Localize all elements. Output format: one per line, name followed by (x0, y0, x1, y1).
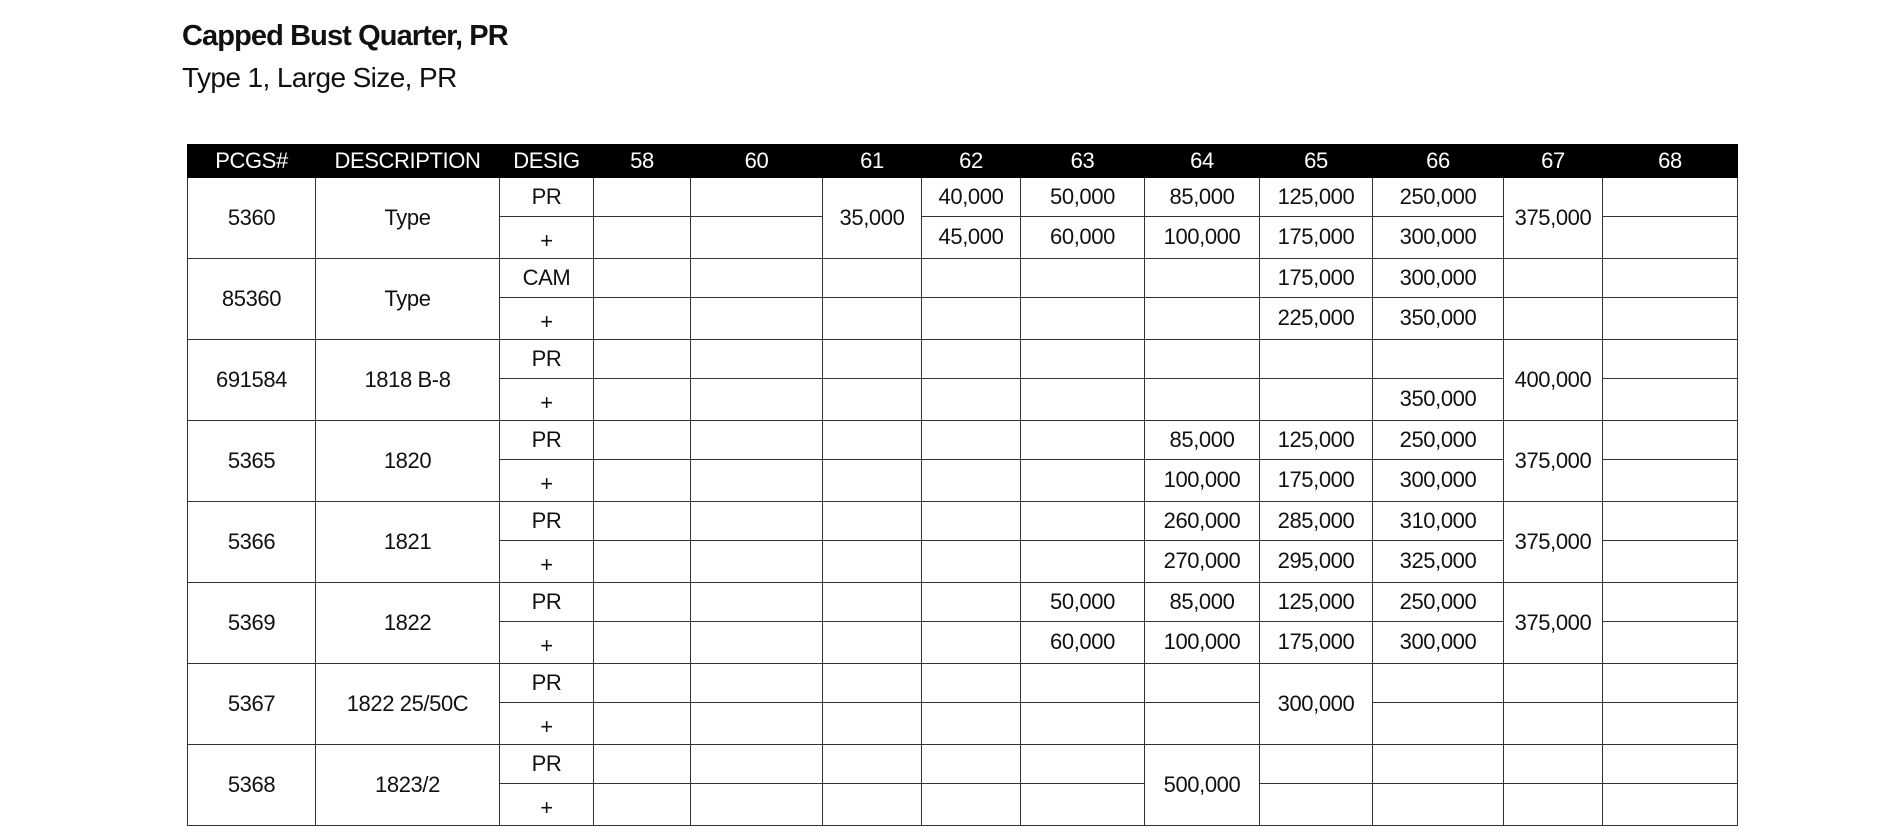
table-row (188, 340, 1738, 379)
price-cell-grade-63 (1021, 421, 1145, 460)
price-plus-cell-grade-65: 295,000 (1260, 540, 1373, 583)
price-cell-grade-58 (594, 421, 691, 460)
price-cell-grade-58 (594, 259, 691, 298)
price-cell-grade-65: 125,000 (1260, 421, 1373, 460)
price-plus-cell-grade-65: 225,000 (1260, 297, 1373, 340)
price-plus-cell-grade-62 (922, 459, 1021, 502)
price-cell-grade-60 (691, 340, 823, 379)
price-plus-cell-grade-68 (1603, 621, 1738, 664)
price-plus-cell-grade-63 (1021, 459, 1145, 502)
desig-plus-cell: + (500, 459, 594, 502)
price-plus-cell-grade-58 (594, 621, 691, 664)
pcgs-number-cell: 5366 (188, 502, 316, 583)
desig-cell: PR (500, 664, 594, 703)
desig-cell: PR (500, 421, 594, 460)
price-plus-cell-grade-66: 350,000 (1373, 378, 1504, 421)
table-row (188, 745, 1738, 784)
price-plus-cell-grade-63 (1021, 702, 1145, 745)
price-plus-cell-grade-61 (823, 621, 922, 664)
price-cell-grade-68 (1603, 421, 1738, 460)
price-plus-cell-grade-63: 60,000 (1021, 216, 1145, 259)
price-plus-cell-grade-63: 60,000 (1021, 621, 1145, 664)
price-plus-cell-grade-58 (594, 459, 691, 502)
price-plus-cell-grade-60 (691, 621, 823, 664)
price-plus-cell-grade-66 (1373, 783, 1504, 826)
price-cell-grade-65 (1260, 745, 1373, 784)
description-cell: 1823/2 (316, 745, 500, 826)
desig-cell: CAM (500, 259, 594, 298)
price-plus-cell-grade-60 (691, 297, 823, 340)
price-cell-grade-67: 375,000 (1504, 421, 1603, 502)
price-plus-cell-grade-58 (594, 702, 691, 745)
price-cell-grade-58 (594, 178, 691, 217)
price-plus-cell-grade-60 (691, 459, 823, 502)
price-cell-grade-61 (823, 340, 922, 379)
price-plus-cell-grade-67 (1504, 783, 1603, 826)
price-cell-grade-68 (1603, 259, 1738, 298)
price-plus-cell-grade-60 (691, 378, 823, 421)
price-plus-cell-grade-61 (823, 459, 922, 502)
price-cell-grade-65 (1260, 340, 1373, 379)
price-cell-grade-67: 375,000 (1504, 178, 1603, 259)
table-row (188, 178, 1738, 217)
price-cell-grade-68 (1603, 583, 1738, 622)
price-cell-grade-68 (1603, 664, 1738, 703)
desig-cell: PR (500, 502, 594, 541)
price-cell-grade-62 (922, 745, 1021, 784)
column-header-58: 58 (594, 145, 691, 178)
price-plus-cell-grade-65 (1260, 783, 1373, 826)
price-plus-cell-grade-61 (823, 783, 922, 826)
price-cell-grade-62 (922, 259, 1021, 298)
price-plus-cell-grade-62 (922, 540, 1021, 583)
price-plus-cell-grade-58 (594, 540, 691, 583)
desig-plus-cell: + (500, 702, 594, 745)
price-cell-grade-66: 250,000 (1373, 421, 1504, 460)
description-cell: 1821 (316, 502, 500, 583)
table-row (188, 583, 1738, 622)
column-header-pcgs-: PCGS# (188, 145, 316, 178)
column-header-description: DESCRIPTION (316, 145, 500, 178)
price-cell-grade-60 (691, 178, 823, 217)
table-row (188, 664, 1738, 703)
table-row (188, 502, 1738, 541)
price-cell-grade-61 (823, 259, 922, 298)
desig-cell: PR (500, 583, 594, 622)
price-cell-grade-66: 310,000 (1373, 502, 1504, 541)
price-cell-grade-61 (823, 664, 922, 703)
price-cell-grade-63 (1021, 745, 1145, 784)
price-plus-cell-grade-61 (823, 540, 922, 583)
price-plus-cell-grade-68 (1603, 378, 1738, 421)
page-subtitle: Type 1, Large Size, PR (182, 62, 457, 93)
price-cell-grade-68 (1603, 340, 1738, 379)
price-plus-cell-grade-62 (922, 702, 1021, 745)
price-cell-grade-64: 85,000 (1145, 421, 1260, 460)
price-plus-cell-grade-61 (823, 297, 922, 340)
price-cell-grade-61 (823, 745, 922, 784)
price-plus-cell-grade-66: 325,000 (1373, 540, 1504, 583)
price-cell-grade-65: 125,000 (1260, 178, 1373, 217)
price-plus-cell-grade-64: 100,000 (1145, 621, 1260, 664)
price-cell-grade-66 (1373, 745, 1504, 784)
price-cell-grade-64 (1145, 340, 1260, 379)
table-row (188, 421, 1738, 460)
column-header-61: 61 (823, 145, 922, 178)
price-cell-grade-68 (1603, 502, 1738, 541)
column-header-68: 68 (1603, 145, 1738, 178)
column-header-63: 63 (1021, 145, 1145, 178)
price-plus-cell-grade-66: 300,000 (1373, 621, 1504, 664)
price-plus-cell-grade-62: 45,000 (922, 216, 1021, 259)
price-cell-grade-63 (1021, 502, 1145, 541)
price-cell-grade-61 (823, 421, 922, 460)
price-plus-cell-grade-68 (1603, 297, 1738, 340)
price-cell-grade-60 (691, 664, 823, 703)
description-cell: 1818 B-8 (316, 340, 500, 421)
column-header-62: 62 (922, 145, 1021, 178)
description-cell: Type (316, 259, 500, 340)
price-plus-cell-grade-64 (1145, 702, 1260, 745)
price-cell-grade-58 (594, 664, 691, 703)
price-cell-grade-62 (922, 502, 1021, 541)
price-plus-cell-grade-63 (1021, 378, 1145, 421)
price-cell-grade-65: 125,000 (1260, 583, 1373, 622)
column-header-desig: DESIG (500, 145, 594, 178)
price-cell-grade-58 (594, 340, 691, 379)
price-plus-cell-grade-65: 175,000 (1260, 621, 1373, 664)
price-cell-grade-66: 250,000 (1373, 178, 1504, 217)
price-cell-grade-67 (1504, 745, 1603, 784)
pcgs-number-cell: 691584 (188, 340, 316, 421)
price-plus-cell-grade-60 (691, 783, 823, 826)
column-header-65: 65 (1260, 145, 1373, 178)
desig-plus-cell: + (500, 216, 594, 259)
price-plus-cell-grade-68 (1603, 540, 1738, 583)
column-header-66: 66 (1373, 145, 1504, 178)
pcgs-number-cell: 5360 (188, 178, 316, 259)
price-plus-cell-grade-67 (1504, 702, 1603, 745)
price-plus-cell-grade-62 (922, 783, 1021, 826)
table-row (188, 259, 1738, 298)
pcgs-number-cell: 5368 (188, 745, 316, 826)
price-plus-cell-grade-63 (1021, 297, 1145, 340)
price-cell-grade-63: 50,000 (1021, 178, 1145, 217)
price-cell-grade-66 (1373, 664, 1504, 703)
price-plus-cell-grade-61 (823, 378, 922, 421)
pcgs-number-cell: 5369 (188, 583, 316, 664)
price-cell-grade-58 (594, 502, 691, 541)
price-plus-cell-grade-61 (823, 702, 922, 745)
price-plus-cell-grade-62 (922, 378, 1021, 421)
price-plus-cell-grade-68 (1603, 459, 1738, 502)
price-cell-grade-63 (1021, 259, 1145, 298)
price-cell-grade-66 (1373, 340, 1504, 379)
price-plus-cell-grade-58 (594, 783, 691, 826)
desig-plus-cell: + (500, 378, 594, 421)
price-cell-grade-62 (922, 664, 1021, 703)
price-plus-cell-grade-65: 175,000 (1260, 459, 1373, 502)
desig-cell: PR (500, 745, 594, 784)
price-plus-cell-grade-66 (1373, 702, 1504, 745)
description-cell: 1822 (316, 583, 500, 664)
price-plus-cell-grade-58 (594, 378, 691, 421)
pcgs-number-cell: 5365 (188, 421, 316, 502)
column-header-64: 64 (1145, 145, 1260, 178)
price-plus-cell-grade-60 (691, 540, 823, 583)
price-plus-cell-grade-60 (691, 702, 823, 745)
column-header-60: 60 (691, 145, 823, 178)
price-cell-grade-63 (1021, 664, 1145, 703)
price-plus-cell-grade-68 (1603, 702, 1738, 745)
description-cell: 1820 (316, 421, 500, 502)
price-cell-grade-62 (922, 583, 1021, 622)
price-plus-cell-grade-62 (922, 621, 1021, 664)
price-cell-grade-64: 85,000 (1145, 583, 1260, 622)
price-cell-grade-66: 250,000 (1373, 583, 1504, 622)
price-cell-grade-64: 85,000 (1145, 178, 1260, 217)
price-cell-grade-68 (1603, 178, 1738, 217)
price-plus-cell-grade-66: 300,000 (1373, 216, 1504, 259)
price-plus-cell-grade-66: 300,000 (1373, 459, 1504, 502)
price-plus-cell-grade-64 (1145, 378, 1260, 421)
price-cell-grade-61 (823, 583, 922, 622)
price-plus-cell-grade-58 (594, 216, 691, 259)
price-cell-grade-65: 285,000 (1260, 502, 1373, 541)
price-plus-cell-grade-62 (922, 297, 1021, 340)
column-header-67: 67 (1504, 145, 1603, 178)
price-plus-cell-grade-66: 350,000 (1373, 297, 1504, 340)
pcgs-number-cell: 85360 (188, 259, 316, 340)
price-plus-cell-grade-64: 100,000 (1145, 459, 1260, 502)
price-cell-grade-60 (691, 259, 823, 298)
desig-cell: PR (500, 178, 594, 217)
pcgs-number-cell: 5367 (188, 664, 316, 745)
price-cell-grade-62: 40,000 (922, 178, 1021, 217)
price-cell-grade-63: 50,000 (1021, 583, 1145, 622)
desig-plus-cell: + (500, 297, 594, 340)
price-plus-cell-grade-67 (1504, 297, 1603, 340)
price-cell-grade-66: 300,000 (1373, 259, 1504, 298)
desig-plus-cell: + (500, 540, 594, 583)
price-cell-grade-62 (922, 340, 1021, 379)
desig-plus-cell: + (500, 783, 594, 826)
price-cell-grade-65: 300,000 (1260, 664, 1373, 745)
price-cell-grade-60 (691, 421, 823, 460)
price-cell-grade-58 (594, 583, 691, 622)
desig-plus-cell: + (500, 621, 594, 664)
price-cell-grade-64: 260,000 (1145, 502, 1260, 541)
page-title: Capped Bust Quarter, PR (182, 20, 508, 52)
price-plus-cell-grade-65: 175,000 (1260, 216, 1373, 259)
price-cell-grade-60 (691, 745, 823, 784)
price-plus-cell-grade-68 (1603, 216, 1738, 259)
price-cell-grade-63 (1021, 340, 1145, 379)
price-cell-grade-64 (1145, 259, 1260, 298)
price-cell-grade-60 (691, 583, 823, 622)
price-cell-grade-67 (1504, 664, 1603, 703)
price-plus-cell-grade-63 (1021, 783, 1145, 826)
desig-cell: PR (500, 340, 594, 379)
price-cell-grade-67: 375,000 (1504, 583, 1603, 664)
price-cell-grade-64 (1145, 664, 1260, 703)
price-plus-cell-grade-64 (1145, 297, 1260, 340)
price-plus-cell-grade-68 (1603, 783, 1738, 826)
price-cell-grade-67: 400,000 (1504, 340, 1603, 421)
price-plus-cell-grade-65 (1260, 378, 1373, 421)
price-cell-grade-61: 35,000 (823, 178, 922, 259)
price-cell-grade-60 (691, 502, 823, 541)
table-header-row (188, 145, 1738, 178)
price-cell-grade-65: 175,000 (1260, 259, 1373, 298)
price-cell-grade-58 (594, 745, 691, 784)
price-cell-grade-67 (1504, 259, 1603, 298)
price-plus-cell-grade-64: 270,000 (1145, 540, 1260, 583)
price-cell-grade-67: 375,000 (1504, 502, 1603, 583)
price-plus-cell-grade-58 (594, 297, 691, 340)
price-cell-grade-61 (823, 502, 922, 541)
price-plus-cell-grade-60 (691, 216, 823, 259)
description-cell: 1822 25/50C (316, 664, 500, 745)
price-plus-cell-grade-63 (1021, 540, 1145, 583)
price-plus-cell-grade-64: 100,000 (1145, 216, 1260, 259)
price-cell-grade-64: 500,000 (1145, 745, 1260, 826)
description-cell: Type (316, 178, 500, 259)
price-table (187, 144, 1738, 826)
price-cell-grade-68 (1603, 745, 1738, 784)
price-cell-grade-62 (922, 421, 1021, 460)
